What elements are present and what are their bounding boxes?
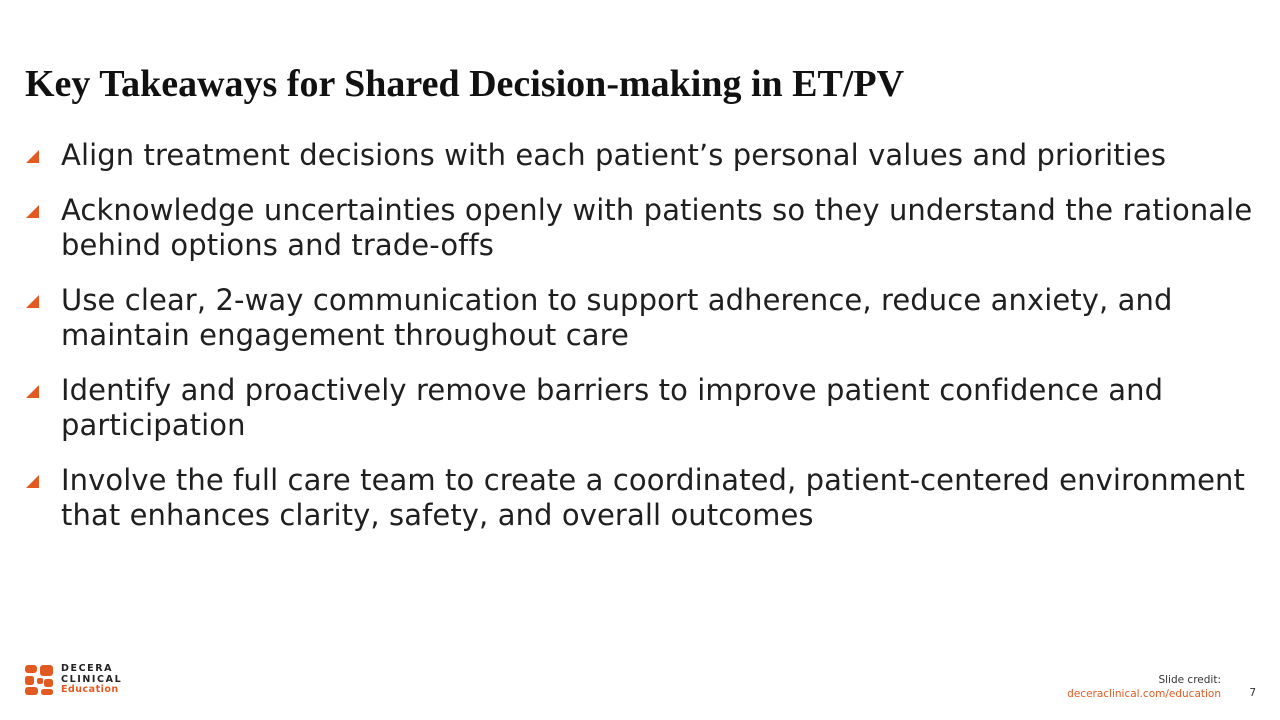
page-number: 7 [1249,687,1256,699]
takeaways-list [25,138,1255,553]
slide-title: Key Takeaways for Shared Decision-making in ET/PV [25,63,905,105]
triangle-bullet-icon [26,150,39,163]
credit-link[interactable]: deceraclinical.com/education [1067,688,1221,700]
bullet-item [25,138,1255,173]
logo-line-clinical: CLINICAL [61,673,123,685]
triangle-bullet-icon [26,475,39,488]
decera-logo [25,664,122,696]
triangle-bullet-icon [26,385,39,398]
triangle-bullet-icon [26,205,39,218]
logo-line-education: Education [61,684,119,695]
bullet-text: Acknowledge uncertainties openly with patients so they understand the rationale behind options and trade-offs [61,193,1253,262]
bullet-text: Align treatment decisions with each patient’s personal values and priorities [61,138,1167,172]
logo-line-decera: DECERA [61,663,114,674]
credit-label: Slide credit: [1158,674,1221,686]
bullet-text: Use clear, 2-way communication to support adherence, reduce anxiety, and maintain engagement throughout care [61,283,1173,352]
bullet-item [25,283,1255,353]
bullet-item [25,193,1255,263]
bullet-text: Identify and proactively remove barriers to improve patient confidence and participation [61,373,1164,442]
triangle-bullet-icon [26,295,39,308]
bullet-text: Involve the full care team to create a coordinated, patient-centered environment that enhances clarity, safety, and overall outcomes [61,463,1245,532]
slide-credit [1067,673,1221,701]
decera-logo-icon [25,665,53,695]
bullet-item [25,373,1255,443]
logo-wordmark [61,664,122,696]
bullet-item [25,463,1255,533]
